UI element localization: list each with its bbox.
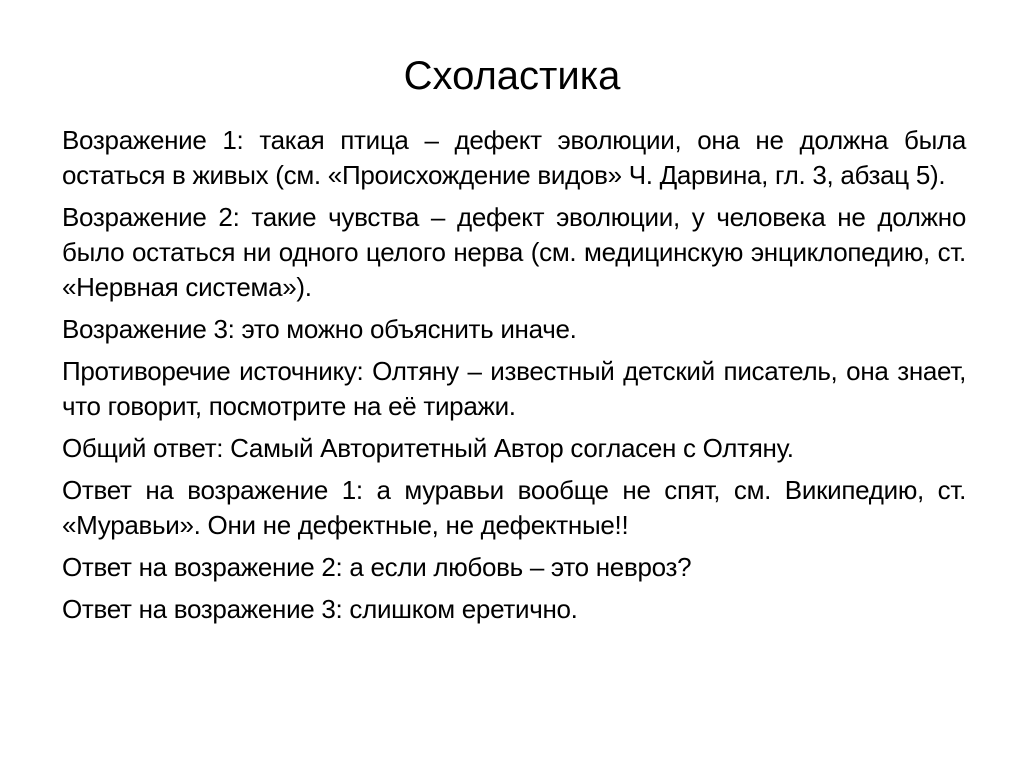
paragraph-objection-2: Возражение 2: такие чувства – дефект эволюции, у человека не должно было остаться ни одного целого нерва (см. медицинскую энциклопедию, ст. «Нервная система»). — [62, 202, 966, 302]
paragraph-general-answer: Общий ответ: Самый Авторитетный Автор согласен с Олтяну. — [62, 433, 794, 463]
paragraph-objection-3: Возражение 3: это можно объяснить иначе. — [62, 314, 577, 344]
slide-title: Схоластика — [403, 54, 621, 98]
paragraph-answer-3: Ответ на возражение 3: слишком еретично. — [62, 594, 578, 624]
slide-body — [62, 123, 966, 634]
paragraph-source-contradiction: Противоречие источнику: Олтяну – известный детский писатель, она знает, что говорит, посмотрите на её тиражи. — [62, 356, 966, 421]
paragraph-answer-1: Ответ на возражение 1: а муравьи вообще не спят, см. Википедию, ст. «Муравьи». Они не дефектные, не дефектные!! — [62, 475, 966, 540]
paragraph-objection-1: Возражение 1: такая птица – дефект эволюции, она не должна была остаться в живых (см. «Происхождение видов» Ч. Дарвина, гл. 3, абзац 5). — [62, 125, 966, 190]
paragraph-answer-2: Ответ на возражение 2: а если любовь – это невроз? — [62, 552, 692, 582]
